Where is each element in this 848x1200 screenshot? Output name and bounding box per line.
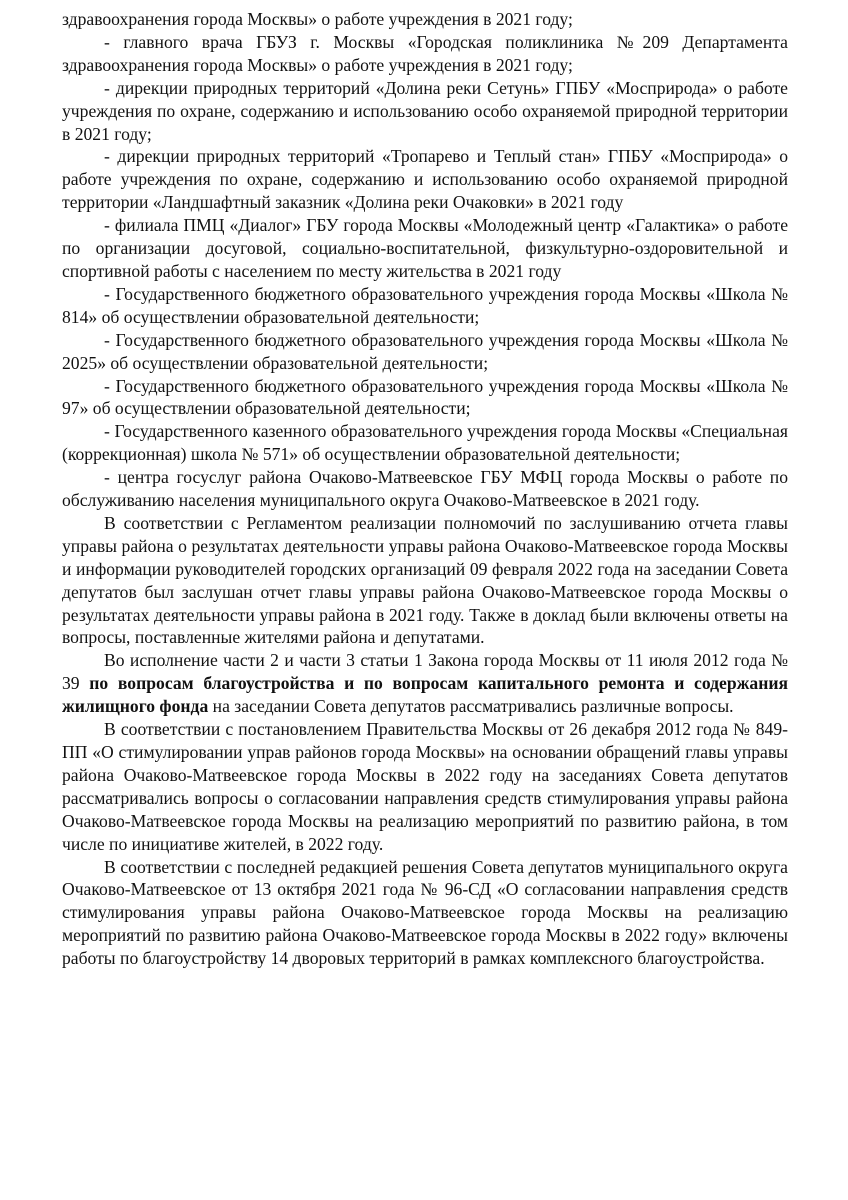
paragraph-continuation: здравоохранения города Москвы» о работе учреждения в 2021 году; — [62, 9, 573, 29]
list-item-troparevo: - дирекции природных территорий «Тропарево и Теплый стан» ГПБУ «Мосприрода» о работе учреждения по охране, содержанию и использованию особо охраняемой природной территории «Ландшафтный заказник «Долина реки Очаковки» в 2021 году — [62, 146, 788, 213]
paragraph-decision-96: В соответствии с последней редакцией решения Совета депутатов муниципального округа Очаково-Матвеевское от 13 октября 2021 года № 96-СД «О согласовании направления средств стимулирования управы района Очаково-Матвеевское города Москвы на реализацию мероприятий по развитию района Очаково-Матвеевское города Москвы в 2022 году» включены работы по благоустройству 14 дворовых территорий в рамках комплексного благоустройства. — [62, 856, 788, 969]
list-item-school-571: - Государственного казенного образовательного учреждения города Москвы «Специальная (коррекционная) школа № 571» об осуществлении образовательной деятельности; — [62, 421, 788, 465]
list-item-mfc: - центра госуслуг района Очаково-Матвеевское ГБУ МФЦ города Москвы о работе по обслуживанию населения муниципального округа Очаково-Матвеевское в 2021 году. — [62, 467, 788, 511]
paragraph-law-39 — [62, 649, 788, 718]
list-item-school-97: - Государственного бюджетного образовательного учреждения города Москвы «Школа № 97» об осуществлении образовательной деятельности; — [62, 375, 788, 419]
paragraph-report: В соответствии с Регламентом реализации полномочий по заслушиванию отчета главы управы района о результатах деятельности управы района Очаково-Матвеевское города Москвы и информации руководителей городских организаций 09 февраля 2022 года на заседании Совета депутатов был заслушан отчет главы управы района Очаково-Матвеевское города Москвы о результатах деятельности управы района в 2021 году. Также в доклад были включены ответы на вопросы, поставленные жителями района и депутатами. — [62, 512, 788, 648]
list-item-setun-valley: - дирекции природных территорий «Долина реки Сетунь» ГПБУ «Мосприрода» о работе учреждения по охране, содержанию и использованию особо охраняемой природной территории в 2021 году; — [62, 77, 788, 144]
law-39-text-before: Во исполнение части 2 и части 3 статьи 1 Закона города Москвы от 11 июля 2012 года № 39 — [62, 650, 788, 694]
law-39-bold-text: по вопросам благоустройства и по вопросам капитального ремонта и содержания жилищного фонда — [62, 673, 788, 717]
law-39-text-after: на заседании Совета депутатов рассматривались различные вопросы. — [208, 696, 734, 717]
list-item-polyclinic-209: - главного врача ГБУЗ г. Москвы «Городская поликлиника №209 Департамента здравоохранения города Москвы» о работе учреждения в 2021 году; — [62, 31, 788, 75]
list-item-galaktika: - филиала ПМЦ «Диалог» ГБУ города Москвы «Молодежный центр «Галактика» о работе по организации досуговой, социально-воспитательной, физкультурно-оздоровительной и спортивной работы с населением по месту жительства в 2021 году — [62, 215, 788, 281]
list-item-school-814: - Государственного бюджетного образовательного учреждения города Москвы «Школа № 814» об осуществлении образовательной деятельности; — [62, 283, 788, 327]
paragraph-resolution-849: В соответствии с постановлением Правительства Москвы от 26 декабря 2012 года № 849-ПП «О стимулировании управ районов города Москвы» на основании обращений главы управы района Очаково-Матвеевское города Москвы в 2022 году на заседаниях Совета депутатов рассматривались вопросы о согласовании направления средств стимулирования управы района Очаково-Матвеевское города Москвы на реализацию мероприятий по развитию района, в том числе по инициативе жителей, в 2022 году. — [62, 719, 788, 854]
list-item-school-2025: - Государственного бюджетного образовательного учреждения города Москвы «Школа № 2025» об осуществлении образовательной деятельности; — [62, 329, 788, 373]
document-page — [62, 8, 788, 970]
